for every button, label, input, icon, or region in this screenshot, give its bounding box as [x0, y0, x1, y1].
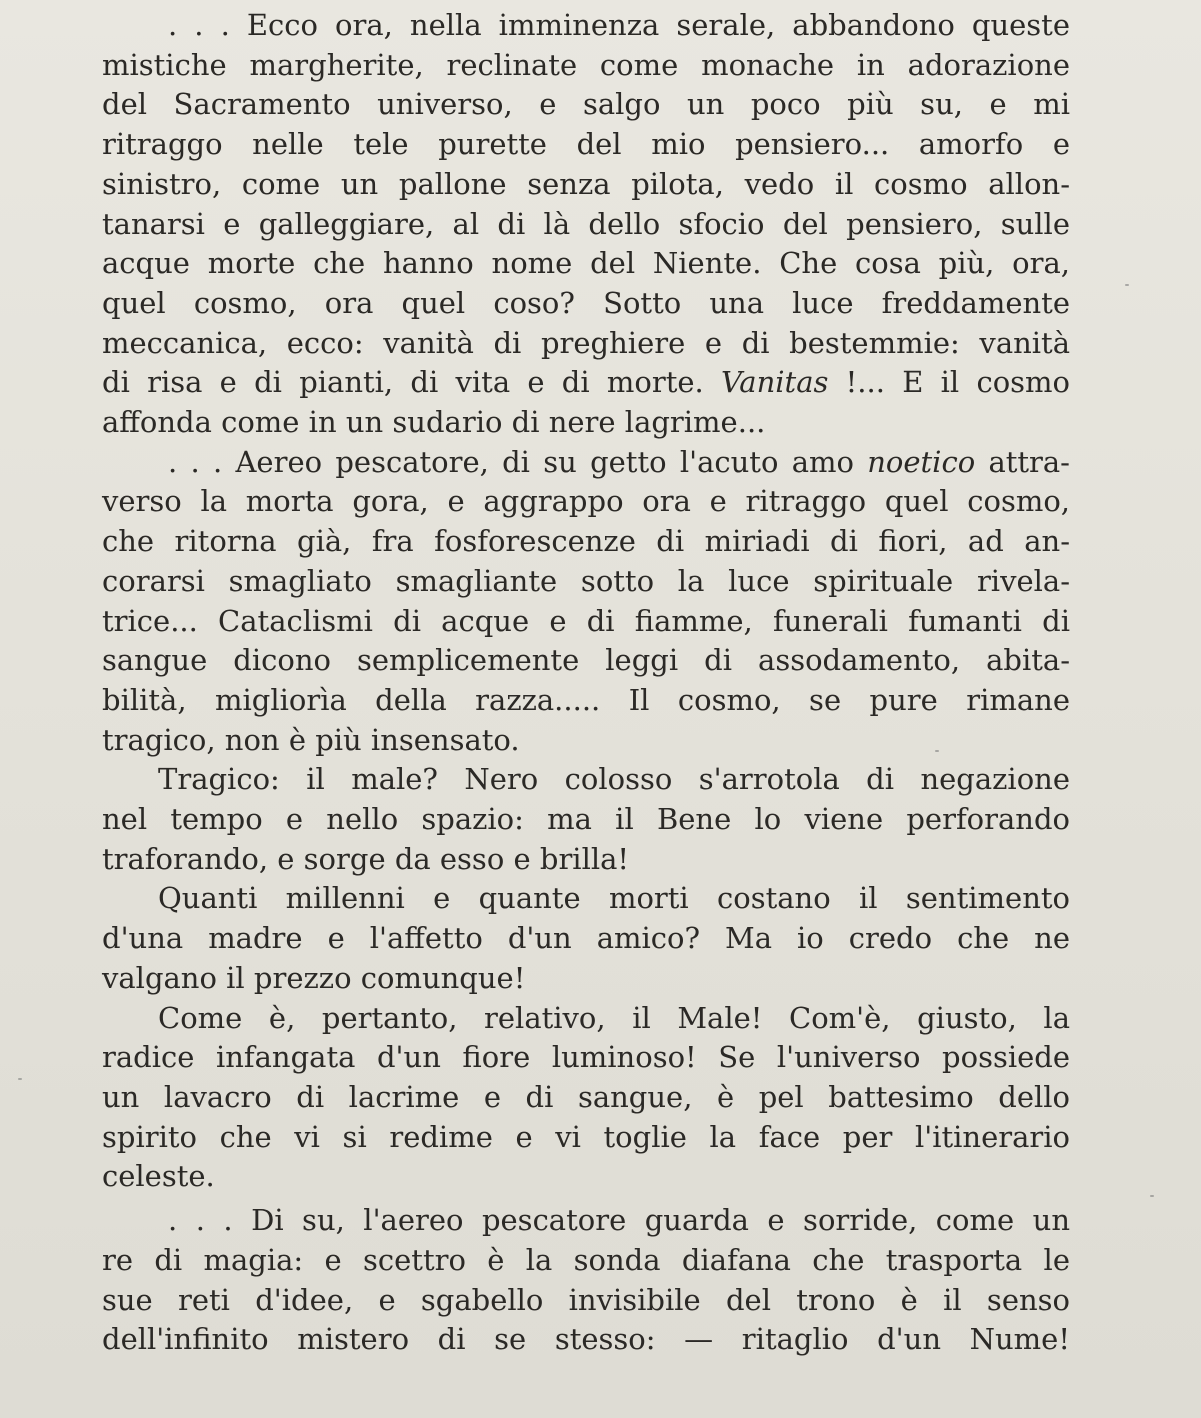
paragraph-1	[102, 6, 1070, 443]
text-line: affonda come in un sudario di nere lagrime...	[102, 405, 766, 440]
text-segment: . . . Aereo pescatore, di su getto l'acuto amo	[168, 444, 854, 479]
text-line: quel cosmo, ora quel coso? Sotto una luce freddamente	[102, 285, 1070, 320]
text-line: del Sacramento universo, e salgo un poco più su, e mi	[102, 87, 1070, 122]
paragraph-6	[102, 1201, 1070, 1360]
text-line: acque morte che hanno nome del Niente. Che cosa più, ora,	[102, 246, 1070, 281]
paper-speck	[935, 750, 939, 752]
text-line: mistiche margherite, reclinate come monache in adorazione	[102, 47, 1070, 82]
text-line: . . . Di su, l'aereo pescatore guarda e sorride, come un	[168, 1203, 1070, 1238]
text-line: corarsi smagliato smagliante sotto la luce spirituale rivela-	[102, 563, 1070, 598]
text-line-with-italic	[102, 363, 1070, 403]
paper-speck	[18, 1078, 22, 1080]
text-line: . . . Ecco ora, nella imminenza serale, abbandono queste	[168, 8, 1070, 42]
text-line: re di magia: e scettro è la sonda diafana che trasporta le	[102, 1242, 1070, 1277]
text-line: nel tempo e nello spazio: ma il Bene lo viene perforando	[102, 802, 1070, 837]
italic-word: Vanitas	[721, 365, 829, 400]
text-line: sue reti d'idee, e sgabello invisibile del trono è il senso	[102, 1282, 1070, 1317]
text-line: verso la morta gora, e aggrappo ora e ritraggo quel cosmo,	[102, 484, 1070, 519]
text-line: tragico, non è più insensato.	[102, 722, 520, 757]
text-line: tanarsi e galleggiare, al di là dello sfocio del pensiero, sulle	[102, 206, 1070, 241]
text-line-with-italic	[102, 443, 1070, 483]
text-line: sangue dicono semplicemente leggi di assodamento, abita-	[102, 643, 1070, 678]
text-segment: attra-	[988, 444, 1070, 479]
text-line: Quanti millenni e quante morti costano il sentimento	[158, 881, 1070, 916]
text-line: che ritorna già, fra fosforescenze di miriadi di fiori, ad an-	[102, 524, 1070, 559]
paragraph-4	[102, 879, 1070, 998]
paragraph-5	[102, 999, 1070, 1198]
paper-speck	[1125, 284, 1129, 286]
text-line: sinistro, come un pallone senza pilota, vedo il cosmo allon-	[102, 166, 1070, 201]
paragraph-2	[102, 443, 1070, 761]
text-line: bilità, migliorìa della razza..... Il cosmo, se pure rimane	[102, 682, 1070, 717]
text-line: Come è, pertanto, relativo, il Male! Com'è, giusto, la	[158, 1000, 1070, 1035]
text-line: ritraggo nelle tele purette del mio pensiero... amorfo e	[102, 127, 1070, 162]
paper-speck	[1150, 1195, 1154, 1197]
book-page	[102, 6, 1070, 1406]
italic-word: noetico	[867, 444, 976, 479]
text-line: spirito che vi si redime e vi toglie la face per l'itinerario	[102, 1119, 1070, 1154]
text-line: un lavacro di lacrime e di sangue, è pel battesimo dello	[102, 1079, 1070, 1114]
text-line: Tragico: il male? Nero colosso s'arrotola di negazione	[158, 762, 1070, 797]
text-line: traforando, e sorge da esso e brilla!	[102, 841, 630, 876]
text-line: meccanica, ecco: vanità di preghiere e di bestemmie: vanità	[102, 325, 1070, 360]
text-line: d'una madre e l'affetto d'un amico? Ma io credo che ne	[102, 921, 1070, 956]
text-line: dell'infinito mistero di se stesso: — ritaglio d'un Nume!	[102, 1322, 1070, 1357]
text-line: trice... Cataclismi di acque e di fiamme, funerali fumanti di	[102, 603, 1070, 638]
text-segment: di risa e di pianti, di vita e di morte.	[102, 365, 704, 400]
text-line: celeste.	[102, 1159, 215, 1194]
text-line: valgano il prezzo comunque!	[102, 960, 526, 995]
paragraph-3	[102, 760, 1070, 879]
text-line: radice infangata d'un fiore luminoso! Se l'universo possiede	[102, 1040, 1070, 1075]
text-segment: !... E il cosmo	[845, 365, 1070, 400]
